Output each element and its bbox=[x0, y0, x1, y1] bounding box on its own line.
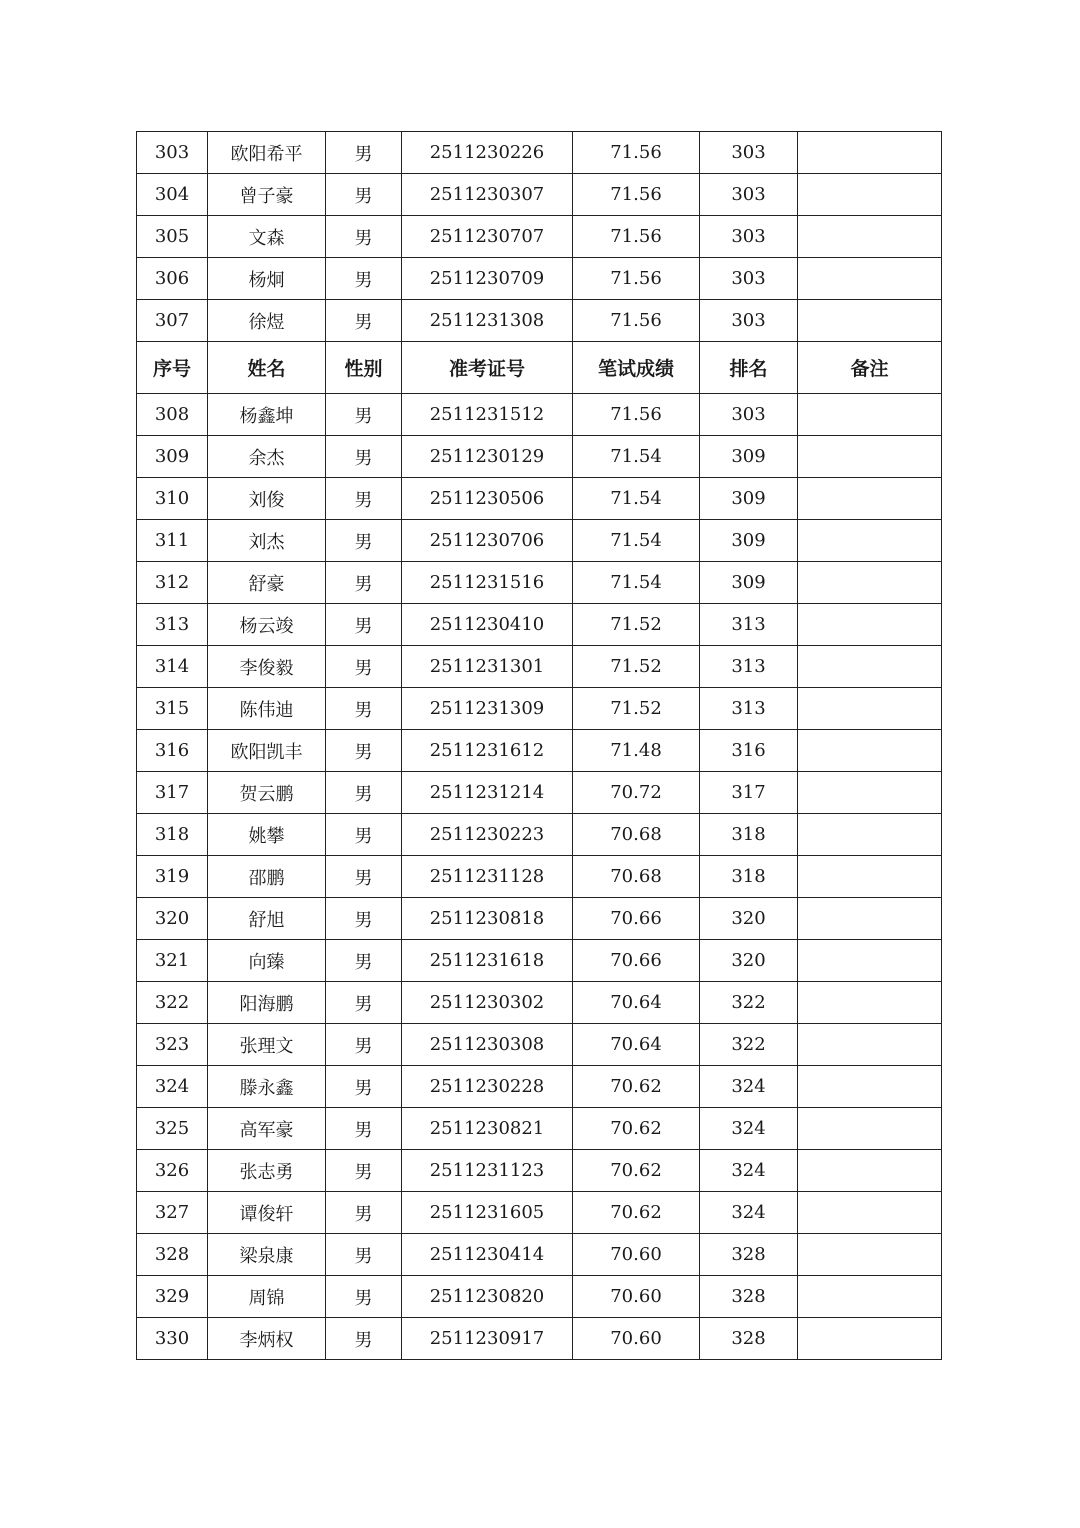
seq-header: 序号 bbox=[137, 342, 208, 394]
gender-cell: 男 bbox=[326, 1066, 402, 1108]
gender-cell: 男 bbox=[326, 1192, 402, 1234]
name-header: 姓名 bbox=[208, 342, 326, 394]
rank-cell: 324 bbox=[700, 1192, 798, 1234]
remark-cell bbox=[798, 478, 942, 520]
table-row bbox=[137, 1276, 942, 1318]
seq-cell: 312 bbox=[137, 562, 208, 604]
seq-cell: 328 bbox=[137, 1234, 208, 1276]
name-cell: 贺云鹏 bbox=[208, 772, 326, 814]
exam-id-cell: 2511230707 bbox=[402, 216, 573, 258]
rank-cell: 303 bbox=[700, 132, 798, 174]
remark-cell bbox=[798, 436, 942, 478]
table-row bbox=[137, 646, 942, 688]
name-cell: 周锦 bbox=[208, 1276, 326, 1318]
remark-cell bbox=[798, 1150, 942, 1192]
exam-id-cell: 2511231516 bbox=[402, 562, 573, 604]
name-cell: 欧阳希平 bbox=[208, 132, 326, 174]
exam-id-cell: 2511230917 bbox=[402, 1318, 573, 1360]
name-cell: 曾子豪 bbox=[208, 174, 326, 216]
rank-cell: 313 bbox=[700, 688, 798, 730]
remark-cell bbox=[798, 1276, 942, 1318]
exam-id-cell: 2511231123 bbox=[402, 1150, 573, 1192]
table-row bbox=[137, 258, 942, 300]
rank-cell: 309 bbox=[700, 520, 798, 562]
seq-cell: 313 bbox=[137, 604, 208, 646]
name-cell: 张理文 bbox=[208, 1024, 326, 1066]
seq-cell: 305 bbox=[137, 216, 208, 258]
remark-cell bbox=[798, 772, 942, 814]
remark-cell bbox=[798, 814, 942, 856]
score-cell: 71.54 bbox=[573, 520, 700, 562]
seq-cell: 307 bbox=[137, 300, 208, 342]
score-cell: 70.62 bbox=[573, 1150, 700, 1192]
score-cell: 70.68 bbox=[573, 814, 700, 856]
rank-cell: 324 bbox=[700, 1066, 798, 1108]
remark-cell bbox=[798, 1066, 942, 1108]
exam-id-cell: 2511230709 bbox=[402, 258, 573, 300]
name-cell: 杨炯 bbox=[208, 258, 326, 300]
remark-cell bbox=[798, 258, 942, 300]
rank-cell: 317 bbox=[700, 772, 798, 814]
exam-id-cell: 2511231618 bbox=[402, 940, 573, 982]
seq-cell: 314 bbox=[137, 646, 208, 688]
seq-cell: 320 bbox=[137, 898, 208, 940]
rank-cell: 303 bbox=[700, 300, 798, 342]
seq-cell: 327 bbox=[137, 1192, 208, 1234]
table-row bbox=[137, 1318, 942, 1360]
table-row bbox=[137, 520, 942, 562]
table-body bbox=[137, 132, 942, 1360]
table-row bbox=[137, 1150, 942, 1192]
table-row bbox=[137, 1066, 942, 1108]
score-header: 笔试成绩 bbox=[573, 342, 700, 394]
score-cell: 71.54 bbox=[573, 436, 700, 478]
rank-cell: 313 bbox=[700, 646, 798, 688]
exam-id-cell: 2511231605 bbox=[402, 1192, 573, 1234]
rank-cell: 328 bbox=[700, 1318, 798, 1360]
remark-cell bbox=[798, 646, 942, 688]
gender-cell: 男 bbox=[326, 898, 402, 940]
score-cell: 70.60 bbox=[573, 1234, 700, 1276]
table-row bbox=[137, 730, 942, 772]
table-row bbox=[137, 436, 942, 478]
remark-cell bbox=[798, 982, 942, 1024]
exam-id-cell: 2511230506 bbox=[402, 478, 573, 520]
seq-cell: 303 bbox=[137, 132, 208, 174]
table-row bbox=[137, 898, 942, 940]
seq-cell: 329 bbox=[137, 1276, 208, 1318]
gender-cell: 男 bbox=[326, 730, 402, 772]
name-cell: 姚攀 bbox=[208, 814, 326, 856]
table-row bbox=[137, 814, 942, 856]
remark-cell bbox=[798, 1192, 942, 1234]
table-row bbox=[137, 982, 942, 1024]
remark-cell bbox=[798, 132, 942, 174]
exam-id-cell: 2511230228 bbox=[402, 1066, 573, 1108]
remark-cell bbox=[798, 604, 942, 646]
score-cell: 71.56 bbox=[573, 300, 700, 342]
name-cell: 徐煜 bbox=[208, 300, 326, 342]
gender-cell: 男 bbox=[326, 436, 402, 478]
seq-cell: 309 bbox=[137, 436, 208, 478]
table-row bbox=[137, 688, 942, 730]
rank-cell: 303 bbox=[700, 216, 798, 258]
rank-cell: 320 bbox=[700, 898, 798, 940]
table-row bbox=[137, 1024, 942, 1066]
exam-id-cell: 2511230706 bbox=[402, 520, 573, 562]
exam-id-cell: 2511231612 bbox=[402, 730, 573, 772]
exam-id-cell: 2511230414 bbox=[402, 1234, 573, 1276]
score-cell: 70.64 bbox=[573, 982, 700, 1024]
exam-id-cell: 2511230302 bbox=[402, 982, 573, 1024]
rank-cell: 309 bbox=[700, 436, 798, 478]
score-cell: 71.54 bbox=[573, 478, 700, 520]
rank-cell: 322 bbox=[700, 1024, 798, 1066]
seq-cell: 319 bbox=[137, 856, 208, 898]
name-cell: 邵鹏 bbox=[208, 856, 326, 898]
table-row bbox=[137, 772, 942, 814]
name-cell: 陈伟迪 bbox=[208, 688, 326, 730]
score-cell: 71.56 bbox=[573, 132, 700, 174]
rank-header: 排名 bbox=[700, 342, 798, 394]
rank-cell: 318 bbox=[700, 814, 798, 856]
table-row bbox=[137, 562, 942, 604]
name-cell: 张志勇 bbox=[208, 1150, 326, 1192]
table-row bbox=[137, 1108, 942, 1150]
gender-cell: 男 bbox=[326, 132, 402, 174]
seq-cell: 310 bbox=[137, 478, 208, 520]
table-row bbox=[137, 132, 942, 174]
score-cell: 70.66 bbox=[573, 898, 700, 940]
exam-id-cell: 2511231512 bbox=[402, 394, 573, 436]
rank-cell: 318 bbox=[700, 856, 798, 898]
score-cell: 70.64 bbox=[573, 1024, 700, 1066]
remark-cell bbox=[798, 394, 942, 436]
exam-id-cell: 2511231214 bbox=[402, 772, 573, 814]
gender-cell: 男 bbox=[326, 604, 402, 646]
name-cell: 欧阳凯丰 bbox=[208, 730, 326, 772]
exam-id-cell: 2511230820 bbox=[402, 1276, 573, 1318]
score-cell: 71.48 bbox=[573, 730, 700, 772]
gender-cell: 男 bbox=[326, 300, 402, 342]
seq-cell: 322 bbox=[137, 982, 208, 1024]
rank-cell: 328 bbox=[700, 1234, 798, 1276]
score-cell: 70.62 bbox=[573, 1192, 700, 1234]
score-cell: 71.52 bbox=[573, 688, 700, 730]
seq-cell: 311 bbox=[137, 520, 208, 562]
remark-cell bbox=[798, 688, 942, 730]
seq-cell: 315 bbox=[137, 688, 208, 730]
table-row bbox=[137, 394, 942, 436]
rank-cell: 322 bbox=[700, 982, 798, 1024]
gender-cell: 男 bbox=[326, 856, 402, 898]
exam-id-cell: 2511230223 bbox=[402, 814, 573, 856]
gender-cell: 男 bbox=[326, 772, 402, 814]
gender-cell: 男 bbox=[326, 814, 402, 856]
name-cell: 刘杰 bbox=[208, 520, 326, 562]
score-cell: 70.66 bbox=[573, 940, 700, 982]
rank-cell: 313 bbox=[700, 604, 798, 646]
gender-cell: 男 bbox=[326, 1024, 402, 1066]
rank-cell: 309 bbox=[700, 478, 798, 520]
score-cell: 70.62 bbox=[573, 1066, 700, 1108]
score-cell: 71.52 bbox=[573, 646, 700, 688]
seq-cell: 330 bbox=[137, 1318, 208, 1360]
seq-cell: 318 bbox=[137, 814, 208, 856]
name-cell: 余杰 bbox=[208, 436, 326, 478]
table-row bbox=[137, 1192, 942, 1234]
rank-cell: 324 bbox=[700, 1150, 798, 1192]
gender-cell: 男 bbox=[326, 562, 402, 604]
rank-cell: 303 bbox=[700, 394, 798, 436]
score-cell: 71.54 bbox=[573, 562, 700, 604]
remark-cell bbox=[798, 856, 942, 898]
seq-cell: 325 bbox=[137, 1108, 208, 1150]
table-row bbox=[137, 604, 942, 646]
table-row bbox=[137, 940, 942, 982]
remark-cell bbox=[798, 1024, 942, 1066]
exam-id-cell: 2511230818 bbox=[402, 898, 573, 940]
gender-cell: 男 bbox=[326, 1234, 402, 1276]
remark-cell bbox=[798, 898, 942, 940]
gender-cell: 男 bbox=[326, 520, 402, 562]
gender-cell: 男 bbox=[326, 478, 402, 520]
table-row bbox=[137, 300, 942, 342]
score-cell: 70.72 bbox=[573, 772, 700, 814]
gender-cell: 男 bbox=[326, 1108, 402, 1150]
rank-cell: 309 bbox=[700, 562, 798, 604]
score-cell: 70.60 bbox=[573, 1318, 700, 1360]
remark-cell bbox=[798, 940, 942, 982]
score-cell: 71.56 bbox=[573, 216, 700, 258]
exam-id-cell: 2511231301 bbox=[402, 646, 573, 688]
exam-id-cell: 2511230307 bbox=[402, 174, 573, 216]
name-cell: 高军豪 bbox=[208, 1108, 326, 1150]
exam-id-cell: 2511231308 bbox=[402, 300, 573, 342]
exam-id-cell: 2511230821 bbox=[402, 1108, 573, 1150]
exam-id-cell: 2511230308 bbox=[402, 1024, 573, 1066]
table-row bbox=[137, 856, 942, 898]
name-cell: 舒豪 bbox=[208, 562, 326, 604]
name-cell: 向臻 bbox=[208, 940, 326, 982]
seq-cell: 323 bbox=[137, 1024, 208, 1066]
exam-id-cell: 2511230129 bbox=[402, 436, 573, 478]
name-cell: 杨鑫坤 bbox=[208, 394, 326, 436]
name-cell: 梁泉康 bbox=[208, 1234, 326, 1276]
name-cell: 舒旭 bbox=[208, 898, 326, 940]
seq-cell: 316 bbox=[137, 730, 208, 772]
remark-cell bbox=[798, 1234, 942, 1276]
seq-cell: 324 bbox=[137, 1066, 208, 1108]
name-cell: 李俊毅 bbox=[208, 646, 326, 688]
score-cell: 71.56 bbox=[573, 394, 700, 436]
table-row bbox=[137, 1234, 942, 1276]
score-cell: 70.68 bbox=[573, 856, 700, 898]
seq-cell: 306 bbox=[137, 258, 208, 300]
seq-cell: 317 bbox=[137, 772, 208, 814]
table-row bbox=[137, 478, 942, 520]
gender-cell: 男 bbox=[326, 174, 402, 216]
score-cell: 70.62 bbox=[573, 1108, 700, 1150]
gender-cell: 男 bbox=[326, 646, 402, 688]
score-cell: 71.56 bbox=[573, 258, 700, 300]
table-row bbox=[137, 216, 942, 258]
gender-cell: 男 bbox=[326, 1150, 402, 1192]
score-cell: 71.56 bbox=[573, 174, 700, 216]
name-cell: 李炳权 bbox=[208, 1318, 326, 1360]
table-header-row bbox=[137, 342, 942, 394]
name-cell: 杨云竣 bbox=[208, 604, 326, 646]
gender-cell: 男 bbox=[326, 258, 402, 300]
exam-id-header: 准考证号 bbox=[402, 342, 573, 394]
rank-cell: 324 bbox=[700, 1108, 798, 1150]
remark-cell bbox=[798, 216, 942, 258]
rank-cell: 303 bbox=[700, 174, 798, 216]
rank-cell: 320 bbox=[700, 940, 798, 982]
gender-cell: 男 bbox=[326, 940, 402, 982]
name-cell: 刘俊 bbox=[208, 478, 326, 520]
remark-cell bbox=[798, 730, 942, 772]
seq-cell: 304 bbox=[137, 174, 208, 216]
gender-cell: 男 bbox=[326, 1318, 402, 1360]
remark-cell bbox=[798, 520, 942, 562]
gender-cell: 男 bbox=[326, 394, 402, 436]
rank-cell: 316 bbox=[700, 730, 798, 772]
gender-cell: 男 bbox=[326, 688, 402, 730]
remark-header: 备注 bbox=[798, 342, 942, 394]
seq-cell: 321 bbox=[137, 940, 208, 982]
seq-cell: 308 bbox=[137, 394, 208, 436]
exam-id-cell: 2511231128 bbox=[402, 856, 573, 898]
remark-cell bbox=[798, 1318, 942, 1360]
name-cell: 阳海鹏 bbox=[208, 982, 326, 1024]
name-cell: 谭俊轩 bbox=[208, 1192, 326, 1234]
table-row bbox=[137, 174, 942, 216]
seq-cell: 326 bbox=[137, 1150, 208, 1192]
gender-cell: 男 bbox=[326, 216, 402, 258]
exam-id-cell: 2511230226 bbox=[402, 132, 573, 174]
exam-id-cell: 2511230410 bbox=[402, 604, 573, 646]
score-cell: 70.60 bbox=[573, 1276, 700, 1318]
exam-id-cell: 2511231309 bbox=[402, 688, 573, 730]
gender-cell: 男 bbox=[326, 1276, 402, 1318]
rank-cell: 303 bbox=[700, 258, 798, 300]
remark-cell bbox=[798, 300, 942, 342]
gender-cell: 男 bbox=[326, 982, 402, 1024]
remark-cell bbox=[798, 174, 942, 216]
rank-cell: 328 bbox=[700, 1276, 798, 1318]
results-table bbox=[136, 131, 942, 1360]
gender-header: 性别 bbox=[326, 342, 402, 394]
remark-cell bbox=[798, 562, 942, 604]
score-cell: 71.52 bbox=[573, 604, 700, 646]
name-cell: 滕永鑫 bbox=[208, 1066, 326, 1108]
remark-cell bbox=[798, 1108, 942, 1150]
name-cell: 文森 bbox=[208, 216, 326, 258]
